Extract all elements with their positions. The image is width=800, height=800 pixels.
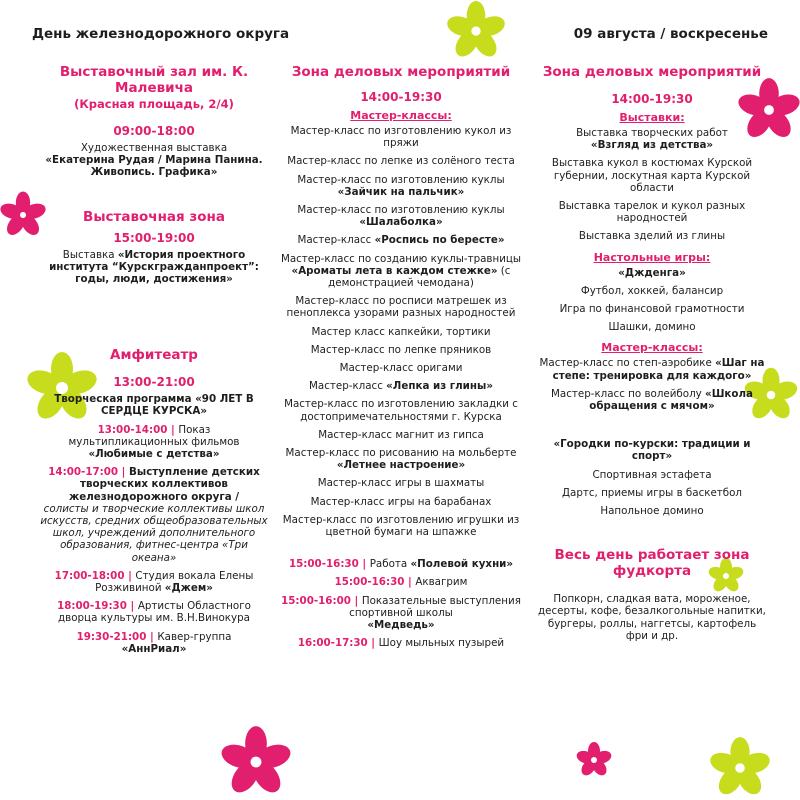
venue-title: Выставочный зал им. К. Малевича [59,64,249,96]
foodcourt-title: Весь день работает зона фудкорта [554,547,750,580]
section-title: Мастер-классы: [350,109,452,122]
list-item: Напольное домино [600,505,704,518]
flower-icon [574,740,614,780]
list-item: Мастер-класс по степ-аэробике «Шаг на степе: тренировка для каждого» [539,357,765,382]
column-business-zone [536,64,768,648]
event-item: 16:00-17:30 | Шоу мыльных пузырей [297,637,505,650]
page-date: 09 августа / воскресенье [573,26,768,42]
venue-address: (Красная площадь, 2/4) [74,97,234,111]
flower-icon [416,0,536,62]
venue-title: Выставочная зона [83,208,225,225]
list-item: Мастер-класс по созданию куклы-травницы «Ароматы лета в каждом стежке» (с демонстрацией чемодана) [280,252,522,290]
list-item: Мастер-класс по изготовлению кукол из пряжи [290,125,512,150]
section-title: Настольные игры: [593,250,711,264]
event-item: Выставка «История проектного института “Курскгражданпроект”: годы, люди, достижения» [49,248,259,286]
program-title: Творческая программа «90 ЛЕТ В СЕРДЦЕ КУРСКА» [54,393,254,418]
section-title: Мастер-классы: [601,341,703,355]
event-item: 17:00-18:00 | Студия вокала Елены Розживиной «Джем» [54,569,254,595]
event-item: 13:00-14:00 | Показ мультипликационных фильмов «Любимые с детства» [68,423,240,461]
zone-time: 14:00-19:30 [360,90,442,104]
event-item: 18:00-19:30 | Артисты Областного дворца культуры им. В.Н.Винокура [57,600,251,625]
list-item: Мастер-класс по изготовлению куклы «Шалаболка» [297,204,505,229]
list-item: Мастер-класс игры на барабанах [310,495,492,508]
list-item: Мастер-класс магнит из гипса [318,428,484,441]
list-item: Мастер-класс игры в шахматы [317,477,485,490]
section-title: Выставки: [619,111,685,124]
flower-icon [680,736,800,800]
event-item: 19:30-21:00 | Кавер-группа «АннРиал» [76,630,232,655]
list-item: Игра по финансовой грамотности [559,303,745,316]
list-item: Мастер-класс оригами [339,362,463,375]
venue-time: 09:00-18:00 [113,124,195,138]
zone-title: Зона деловых мероприятий [291,64,511,80]
list-item: Мастер-класс по лепке пряников [310,343,492,356]
list-item: Футбол, хоккей, балансир [580,284,724,297]
venue-time: 13:00-21:00 [113,375,195,390]
list-item: Мастер-класс по лепке из солёного теста [287,155,515,168]
list-item: Выставка тарелок и кукол разных народностей [558,200,746,225]
list-item: Мастер-класс «Лепка из глины» [309,380,493,393]
list-item: Шашки, домино [608,321,696,334]
list-item: Мастер-класс по росписи матрешек из пеноплекса узорами разных народностей [286,295,516,320]
list-item: Мастер-класс «Роспись по бересте» [297,234,505,247]
event-item: 14:00-17:00 | Выступление детских творческих коллективов железнодорожного округа / солисты и творческие коллективы школ искусств, средних общеобразовательных школ, учреждений дополнительного образования, фитнес-центра «Три океана» [40,466,268,564]
flower-icon [186,724,326,800]
column-exhibitions [40,64,268,661]
list-item: Выставка зделий из глины [578,230,726,243]
list-item: Мастер-класс по рисованию на мольберте «Летнее настроение» [285,447,517,472]
list-item: Выставка кукол в костюмах Курской губернии, лоскутная карта Курской области [551,157,753,194]
list-item: Мастер-класс по изготовлению игрушки из цветной бумаги на шпажке [282,513,520,539]
foodcourt-text: Попкорн, сладкая вата, мороженое, десерты, кофе, безалкогольные напитки, бургеры, роллы, наггетсы, картофель фри и др. [538,593,766,642]
event-item: Художественная выставка «Екатерина Рудая / Марина Панина. Живопись. Графика» [45,142,263,179]
list-item: Мастер-класс по изготовлению закладки с достопримечательностями г. Курска [284,398,518,423]
list-item: Спортивная эстафета [592,468,712,481]
list-item: Дартс, приемы игры в баскетбол [561,486,743,499]
subsection-title: «Городки по-курски: традиции и спорт» [553,438,751,463]
page-title: День железнодорожного округа [32,26,290,42]
zone-title: Зона деловых мероприятий [542,64,762,80]
venue-time: 15:00-19:00 [113,230,195,245]
column-workshops [272,64,530,656]
list-item: Мастер класс капкейки, тортики [311,325,491,338]
list-item: Выставка творческих работ «Взгляд из детства» [576,127,728,152]
zone-time: 14:00-19:30 [611,92,693,106]
event-item: 15:00-16:30 | Аквагрим [334,576,468,589]
list-item: «Джденга» [618,266,686,279]
event-item: 15:00-16:00 | Показательные выступления спортивной школы «Медведь» [281,594,521,632]
list-item: Мастер-класс по изготовлению куклы «Зайчик на пальчик» [297,173,505,198]
venue-title: Амфитеатр [110,347,198,364]
list-item: Мастер-класс по волейболу «Школа обращения с мячом» [551,387,753,413]
event-item: 15:00-16:30 | Работа «Полевой кухни» [288,558,514,571]
